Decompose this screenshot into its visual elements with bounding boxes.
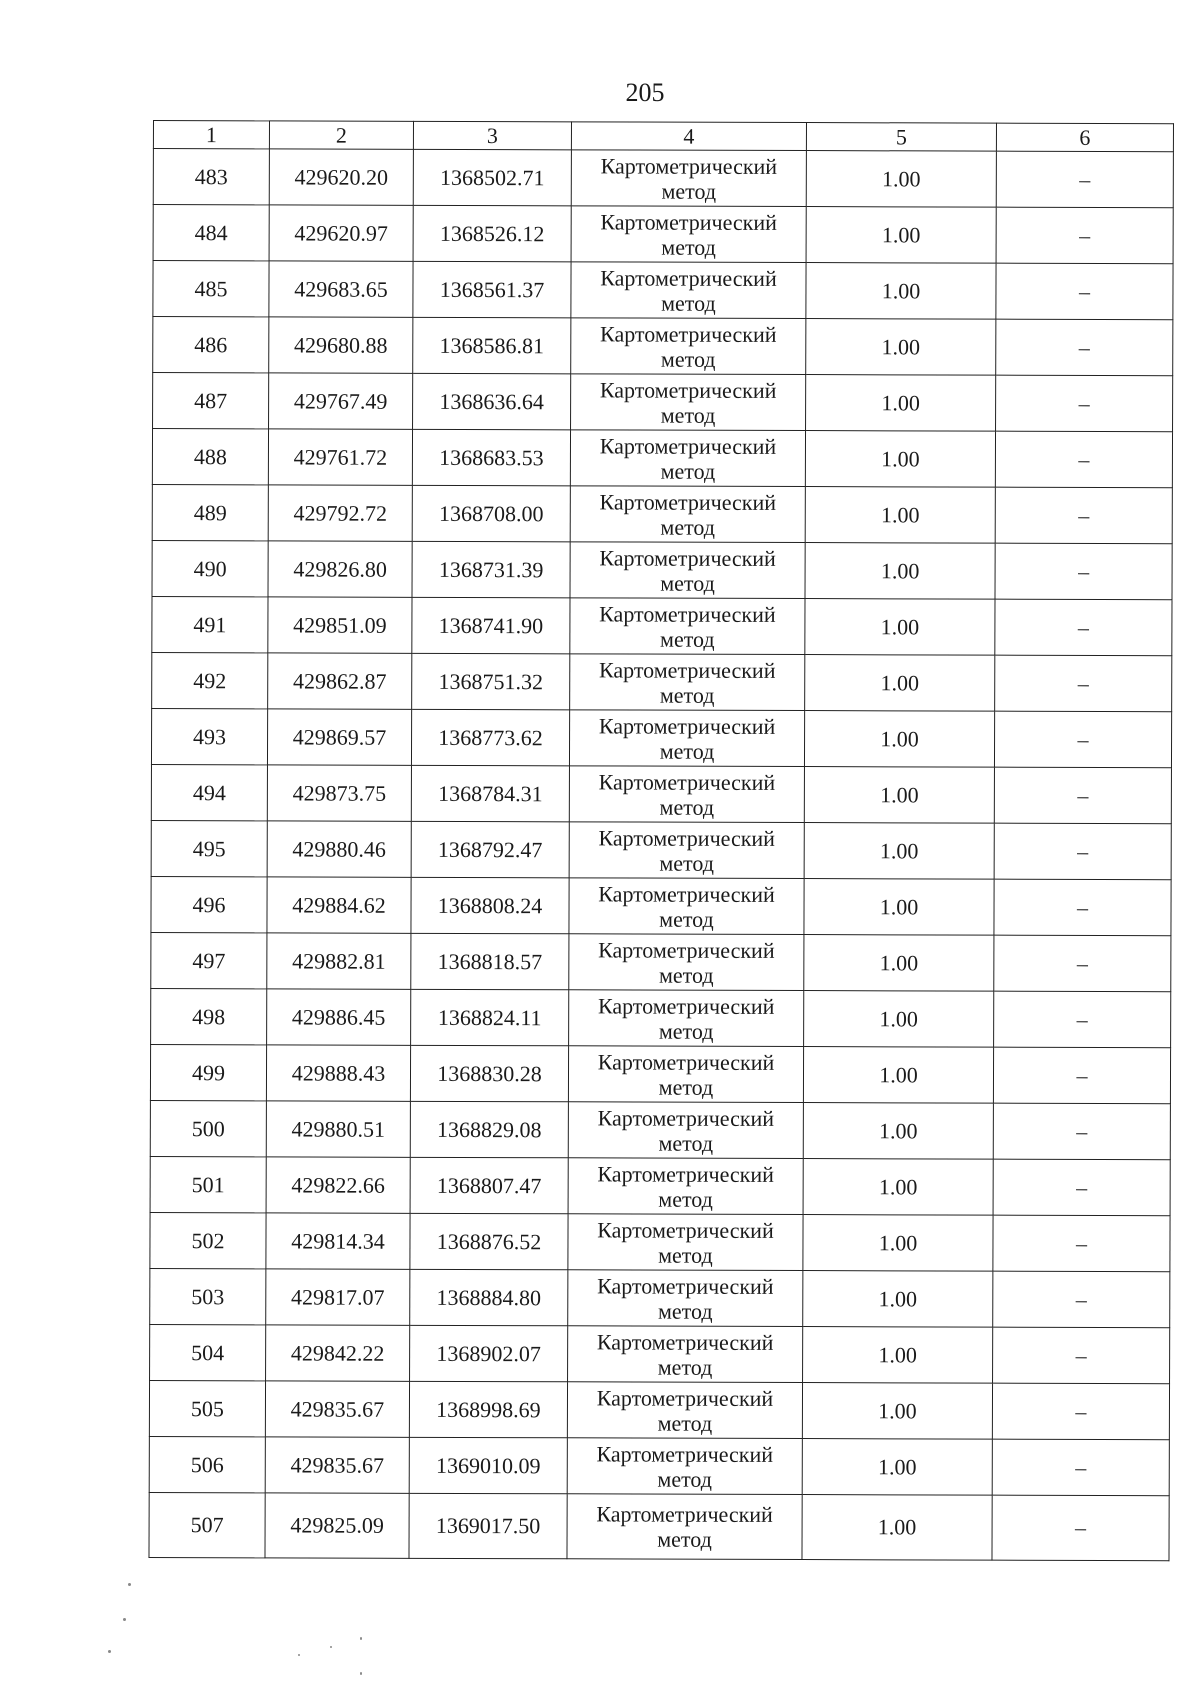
note-cell: –: [995, 655, 1172, 712]
note-cell: –: [994, 711, 1171, 768]
point-number-cell: 496: [151, 876, 267, 932]
scan-speck: [123, 1618, 126, 1621]
table-row: [149, 1492, 1169, 1560]
column-header-1: 1: [153, 121, 269, 149]
scan-speck: [128, 1583, 131, 1586]
point-number-cell: 488: [152, 429, 268, 485]
method-line-1: Картометрический: [597, 992, 775, 1019]
column-header-4: 4: [571, 122, 806, 151]
x-coordinate-cell: 429880.46: [267, 821, 411, 877]
page-number: 205: [625, 78, 665, 107]
accuracy-cell: 1.00: [805, 431, 995, 488]
y-coordinate-cell: 1368829.08: [410, 1101, 568, 1157]
method-line-2: метод: [660, 458, 716, 484]
method-cell: [568, 1158, 803, 1215]
note-cell: –: [992, 1439, 1169, 1496]
scan-speck: [108, 1650, 111, 1653]
table-body: [149, 149, 1173, 1561]
method-line-2: метод: [660, 346, 716, 372]
accuracy-cell: 1.00: [802, 1383, 992, 1440]
y-coordinate-cell: 1368808.24: [411, 877, 569, 933]
table-row: [149, 1380, 1169, 1439]
header-row: [153, 121, 1173, 152]
method-line-1: Картометрический: [596, 1440, 774, 1467]
x-coordinate-cell: 429826.80: [268, 541, 412, 597]
point-number-cell: 491: [152, 596, 268, 652]
method-line-1: Картометрический: [599, 432, 777, 459]
y-coordinate-cell: 1368876.52: [410, 1213, 568, 1269]
table-row: [151, 932, 1171, 991]
note-cell: –: [996, 151, 1173, 208]
method-line-2: метод: [657, 1410, 713, 1436]
accuracy-cell: 1.00: [806, 263, 996, 320]
y-coordinate-cell: 1369010.09: [409, 1437, 567, 1493]
x-coordinate-cell: 429886.45: [267, 989, 411, 1045]
accuracy-cell: 1.00: [802, 1495, 992, 1561]
accuracy-cell: 1.00: [806, 319, 996, 376]
method-line-1: Картометрический: [597, 1216, 774, 1243]
method-cell: [569, 766, 804, 823]
method-line-1: Картометрический: [597, 1104, 775, 1131]
y-coordinate-cell: 1368998.69: [409, 1381, 567, 1437]
y-coordinate-cell: 1368830.28: [410, 1045, 568, 1101]
note-cell: –: [996, 375, 1173, 432]
note-cell: –: [995, 431, 1172, 488]
table-row: [150, 1044, 1170, 1103]
table-row: [150, 1324, 1170, 1383]
point-number-cell: 493: [151, 708, 267, 764]
method-line-2: метод: [659, 906, 714, 932]
note-cell: –: [994, 767, 1171, 824]
point-number-cell: 495: [151, 820, 267, 876]
method-line-2: метод: [658, 1242, 713, 1268]
note-cell: –: [996, 319, 1173, 376]
method-line-2: метод: [660, 402, 716, 428]
note-cell: –: [995, 543, 1172, 600]
y-coordinate-cell: 1368751.32: [412, 653, 570, 709]
method-line-2: метод: [658, 1186, 713, 1212]
table-header: [153, 121, 1173, 152]
y-coordinate-cell: 1368683.53: [412, 429, 570, 485]
method-line-2: метод: [661, 290, 716, 316]
column-header-6: 6: [996, 123, 1173, 152]
x-coordinate-cell: 429851.09: [268, 597, 412, 653]
y-coordinate-cell: 1368561.37: [413, 261, 571, 317]
point-number-cell: 490: [152, 540, 268, 596]
point-number-cell: 487: [153, 373, 269, 429]
y-coordinate-cell: 1368741.90: [412, 597, 570, 653]
note-cell: –: [995, 487, 1172, 544]
point-number-cell: 501: [150, 1156, 266, 1212]
note-cell: –: [993, 1215, 1170, 1272]
note-cell: –: [995, 599, 1172, 656]
x-coordinate-cell: 429884.62: [267, 877, 411, 933]
method-line-2: метод: [661, 178, 717, 204]
method-line-2: метод: [660, 626, 715, 652]
method-line-1: Картометрический: [598, 824, 776, 851]
accuracy-cell: 1.00: [803, 1327, 993, 1384]
point-number-cell: 505: [149, 1380, 265, 1436]
method-line-2: метод: [658, 1018, 714, 1044]
note-cell: –: [992, 1495, 1169, 1561]
table-row: [152, 429, 1172, 488]
point-number-cell: 492: [152, 652, 268, 708]
x-coordinate-cell: 429869.57: [267, 709, 411, 765]
method-cell: [569, 934, 804, 991]
point-number-cell: 497: [151, 932, 267, 988]
point-number-cell: 483: [153, 149, 269, 205]
table-row: [152, 540, 1172, 599]
y-coordinate-cell: 1368773.62: [411, 709, 569, 765]
x-coordinate-cell: 429620.20: [269, 149, 413, 205]
x-coordinate-cell: 429680.88: [269, 317, 413, 373]
accuracy-cell: 1.00: [803, 1159, 993, 1216]
point-number-cell: 485: [153, 261, 269, 317]
note-cell: –: [994, 879, 1171, 936]
table-row: [153, 205, 1173, 264]
method-line-1: Картометрический: [600, 320, 777, 347]
table-row: [150, 1212, 1170, 1271]
x-coordinate-cell: 429761.72: [268, 429, 412, 485]
table-row: [150, 1100, 1170, 1159]
method-line-2: метод: [657, 1298, 713, 1324]
y-coordinate-cell: 1368792.47: [411, 821, 569, 877]
method-cell: [569, 990, 804, 1047]
method-line-1: Картометрический: [596, 1501, 773, 1527]
method-line-1: Картометрический: [597, 1160, 774, 1187]
method-line-1: Картометрический: [597, 1272, 774, 1299]
note-cell: –: [996, 207, 1173, 264]
method-line-2: метод: [659, 738, 715, 764]
method-line-1: Картометрический: [598, 936, 775, 963]
method-line-2: метод: [658, 1130, 714, 1156]
method-line-1: Картометрический: [596, 1328, 774, 1355]
method-line-1: Картометрический: [599, 544, 776, 571]
accuracy-cell: 1.00: [805, 543, 995, 600]
table-row: [149, 1436, 1169, 1495]
method-cell: [570, 542, 805, 599]
y-coordinate-cell: 1368526.12: [413, 205, 571, 261]
x-coordinate-cell: 429683.65: [269, 261, 413, 317]
accuracy-cell: 1.00: [806, 207, 996, 264]
x-coordinate-cell: 429882.81: [267, 933, 411, 989]
note-cell: –: [994, 935, 1171, 992]
method-line-1: Картометрический: [596, 1384, 774, 1411]
method-line-1: Картометрический: [598, 768, 776, 795]
accuracy-cell: 1.00: [806, 375, 996, 432]
x-coordinate-cell: 429620.97: [269, 205, 413, 261]
y-coordinate-cell: 1368807.47: [410, 1157, 568, 1213]
method-cell: [571, 262, 806, 319]
point-number-cell: 484: [153, 205, 269, 261]
point-number-cell: 500: [150, 1100, 266, 1156]
column-header-2: 2: [269, 121, 413, 149]
method-cell: [568, 1270, 803, 1327]
method-line-2: метод: [659, 682, 715, 708]
method-cell: [568, 1326, 803, 1383]
accuracy-cell: 1.00: [805, 599, 995, 656]
y-coordinate-cell: 1368586.81: [413, 317, 571, 373]
y-coordinate-cell: 1368784.31: [411, 765, 569, 821]
x-coordinate-cell: 429873.75: [267, 765, 411, 821]
method-line-1: Картометрический: [599, 376, 777, 403]
note-cell: –: [994, 823, 1171, 880]
note-cell: –: [996, 263, 1173, 320]
point-number-cell: 498: [151, 988, 267, 1044]
accuracy-cell: 1.00: [805, 655, 995, 712]
accuracy-cell: 1.00: [806, 151, 996, 208]
x-coordinate-cell: 429817.07: [266, 1269, 410, 1325]
method-line-1: Картометрический: [600, 208, 777, 235]
method-line-2: метод: [657, 1466, 713, 1492]
method-cell: [568, 1046, 803, 1103]
scan-speck: [360, 1672, 362, 1675]
table-row: [151, 988, 1171, 1047]
table-row: [153, 373, 1173, 432]
accuracy-cell: 1.00: [805, 487, 995, 544]
x-coordinate-cell: 429888.43: [266, 1045, 410, 1101]
method-line-2: метод: [658, 962, 714, 988]
y-coordinate-cell: 1368502.71: [413, 149, 571, 205]
accuracy-cell: 1.00: [804, 991, 994, 1048]
accuracy-cell: 1.00: [803, 1215, 993, 1272]
accuracy-cell: 1.00: [803, 1103, 993, 1160]
method-cell: [569, 878, 804, 935]
y-coordinate-cell: 1368824.11: [411, 989, 569, 1045]
method-cell: [568, 1214, 803, 1271]
x-coordinate-cell: 429792.72: [268, 485, 412, 541]
method-line-1: Картометрический: [598, 656, 776, 683]
table-row: [151, 764, 1171, 823]
accuracy-cell: 1.00: [804, 711, 994, 768]
table-row: [153, 261, 1173, 320]
accuracy-cell: 1.00: [804, 767, 994, 824]
method-line-1: Картометрический: [598, 712, 776, 739]
method-line-2: метод: [660, 570, 715, 596]
point-number-cell: 504: [150, 1324, 266, 1380]
x-coordinate-cell: 429814.34: [266, 1213, 410, 1269]
accuracy-cell: 1.00: [804, 935, 994, 992]
point-number-cell: 489: [152, 484, 268, 540]
accuracy-cell: 1.00: [804, 823, 994, 880]
table-row: [151, 876, 1171, 935]
accuracy-cell: 1.00: [802, 1439, 992, 1496]
scan-speck: [360, 1637, 362, 1640]
method-cell: [569, 710, 804, 767]
accuracy-cell: 1.00: [803, 1047, 993, 1104]
method-line-2: метод: [658, 1074, 714, 1100]
method-cell: [570, 430, 805, 487]
point-number-cell: 502: [150, 1212, 266, 1268]
x-coordinate-cell: 429880.51: [266, 1101, 410, 1157]
point-number-cell: 506: [149, 1436, 265, 1492]
column-header-5: 5: [806, 123, 996, 152]
method-cell: [569, 822, 804, 879]
x-coordinate-cell: 429835.67: [265, 1437, 409, 1493]
table-row: [152, 484, 1172, 543]
method-line-2: метод: [660, 514, 716, 540]
method-cell: [570, 486, 805, 543]
method-line-2: метод: [657, 1354, 713, 1380]
method-line-2: метод: [659, 850, 714, 876]
method-line-1: Картометрический: [599, 600, 776, 627]
method-line-1: Картометрический: [600, 152, 778, 179]
method-cell: [567, 1382, 802, 1439]
coordinates-table: [148, 120, 1174, 1561]
accuracy-cell: 1.00: [803, 1271, 993, 1328]
y-coordinate-cell: 1368731.39: [412, 541, 570, 597]
method-cell: [571, 206, 806, 263]
y-coordinate-cell: 1368902.07: [410, 1325, 568, 1381]
method-cell: [571, 374, 806, 431]
table-row: [150, 1268, 1170, 1327]
method-line-2: метод: [657, 1526, 712, 1552]
table-row: [153, 317, 1173, 376]
note-cell: –: [993, 1159, 1170, 1216]
method-cell: [567, 1494, 802, 1560]
column-header-3: 3: [413, 121, 571, 149]
y-coordinate-cell: 1368708.00: [412, 485, 570, 541]
method-cell: [571, 318, 806, 375]
y-coordinate-cell: 1368636.64: [413, 373, 571, 429]
x-coordinate-cell: 429842.22: [266, 1325, 410, 1381]
method-cell: [571, 150, 806, 207]
method-cell: [570, 598, 805, 655]
note-cell: –: [993, 1047, 1170, 1104]
point-number-cell: 499: [150, 1044, 266, 1100]
point-number-cell: 503: [150, 1268, 266, 1324]
x-coordinate-cell: 429835.67: [265, 1381, 409, 1437]
x-coordinate-cell: 429767.49: [269, 373, 413, 429]
note-cell: –: [992, 1383, 1169, 1440]
method-line-1: Картометрический: [600, 264, 777, 291]
scan-speck: [298, 1654, 300, 1656]
note-cell: –: [993, 1271, 1170, 1328]
point-number-cell: 494: [151, 764, 267, 820]
y-coordinate-cell: 1368884.80: [410, 1269, 568, 1325]
y-coordinate-cell: 1369017.50: [409, 1493, 567, 1558]
method-cell: [570, 654, 805, 711]
y-coordinate-cell: 1368818.57: [411, 933, 569, 989]
point-number-cell: 507: [149, 1492, 265, 1557]
method-line-2: метод: [659, 794, 715, 820]
x-coordinate-cell: 429822.66: [266, 1157, 410, 1213]
method-line-1: Картометрический: [597, 1048, 775, 1075]
table-row: [150, 1156, 1170, 1215]
x-coordinate-cell: 429825.09: [265, 1493, 409, 1558]
note-cell: –: [993, 1103, 1170, 1160]
method-cell: [567, 1438, 802, 1495]
method-cell: [568, 1102, 803, 1159]
method-line-2: метод: [661, 234, 716, 260]
accuracy-cell: 1.00: [804, 879, 994, 936]
note-cell: –: [994, 991, 1171, 1048]
x-coordinate-cell: 429862.87: [268, 653, 412, 709]
table-row: [153, 149, 1173, 208]
table-row: [151, 708, 1171, 767]
table-row: [152, 596, 1172, 655]
table-row: [152, 652, 1172, 711]
method-line-1: Картометрический: [599, 488, 777, 515]
table-row: [151, 820, 1171, 879]
point-number-cell: 486: [153, 317, 269, 373]
scan-speck: [330, 1646, 332, 1648]
note-cell: –: [993, 1327, 1170, 1384]
method-line-1: Картометрический: [598, 880, 775, 907]
